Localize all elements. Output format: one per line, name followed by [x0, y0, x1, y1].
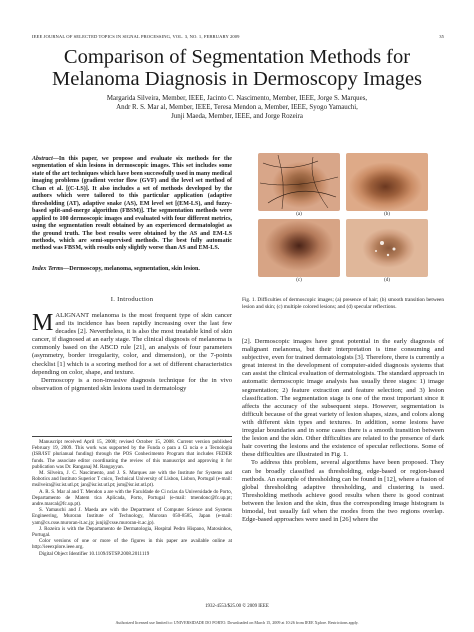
copyright-notice: 1932-4553/$25.00 © 2009 IEEE — [205, 604, 269, 609]
footnote: Color versions of one or more of the figures in this paper are available online at http://ieeexplore.ieee.org. — [32, 538, 232, 551]
index-terms-label: Index Terms— — [32, 266, 70, 272]
right-column-body — [242, 338, 444, 524]
index-terms — [32, 266, 232, 273]
abstract-text: In this paper, we propose and evaluate six methods for the segmentation of skin lesions in dermoscopic images. This set includes some state of the art techniques which have been successfully used in many medical imaging problems (gradient vector flow (GVF) and the level set method of Chan et al. [(C-LS)]. It also includes a set of methods developed by the authors which were tailored to this particular application (adaptive thresholding (AT), adaptive snake (AS), EM level set [(EM-LS), and fuzzy-based split-and-merge algorithm (FBSM)]. The segmentation methods were applied to 100 dermoscopic images and evaluated with four different metrics, using the segmentation result obtained by an experienced dermatologist as the ground truth. The best results were obtained by the AS and EM-LS methods, which are semi-supervised methods. The best fully automatic method was FBSM, with results only slightly worse than AS and EM-LS. — [32, 156, 232, 252]
body-paragraph: To address this problem, several algorithms have been proposed. They can be broadly classified as thresholding, edge-based or region-based methods. An example of thresholding can be found in [12], where a fusion of global thresholding adaptive thresholding, and clustering is used. Thresholding methods achieve good results when there is good contrast between the lesion and the skin, thus the corresponding image histogram is bimodal, but usually fail when the modes from the two regions overlap. Edge-based approaches were used in [26] where the — [242, 459, 444, 524]
figure-label: (d) — [384, 278, 390, 283]
footnote: Manuscript received April 15, 2008; revised October 15, 2008. Current version published February 19, 2009. This work was supported by the Funda o para a Ci ncia e a Tecnologia (ISR/IST plurianual funding) through the POS Conhecimento Program that includes FEDER funds. The associate editor coordinating the review of this manuscript and approving it for publication was Dr. Ranganaj M. Rangayyan. — [32, 439, 232, 470]
footnote: J. Rozeira is with the Departamento de Dermatologia, Hospital Pedro Hispano, Matosinhos, Portugal. — [32, 525, 232, 539]
hair-strokes — [258, 153, 340, 211]
dermoscopy-image-smooth — [346, 153, 428, 211]
figure-label: (a) — [296, 212, 302, 217]
dermoscopy-image-hair — [258, 153, 340, 211]
license-notice: Authorized licensed use limited to: UNIVERSIDADE DO PORTO. Downloaded on March 15, 2009 at 10:26 from IEEE Xplore. Restrictions apply. — [115, 620, 359, 625]
section-heading: I. Introduction — [110, 296, 154, 303]
figure-1 — [256, 153, 434, 283]
abstract-label: Abstract— — [32, 156, 59, 162]
figure-caption: Fig. 1. Difficulties of dermoscopic images; (a) presence of hair; (b) smooth transition between lesion and skin; (c) multiple colored lesions; and (d) specular reflections. — [242, 297, 444, 310]
paper-title: Comparison of Segmentation Methods for Melanoma Diagnosis in Dermoscopy Images — [51, 46, 423, 90]
figure-label: (b) — [384, 212, 390, 217]
page-number: 35 — [439, 34, 444, 39]
index-terms-text: Dermoscopy, melanoma, segmentation, skin lesion. — [69, 266, 200, 272]
author-list — [40, 94, 434, 122]
author-line: Margarida Silveira, Member, IEEE, Jacinto C. Nascimento, Member, IEEE, Jorge S. Marques, — [106, 95, 368, 102]
author-line: Junji Maeda, Member, IEEE, and Jorge Rozeira — [171, 113, 303, 121]
footnote: A. R. S. Mar al and T. Mendon a are with the Faculdade de Ci ncias da Universidade do Porto, Departamento de Matem tica Aplicada, Porto, Portugal (e-mail: tmendonc@fc.up.pt; andre.marcal@fc.up.pt). — [32, 488, 232, 508]
footnote: S. Yamauchi and J. Maeda are with the Department of Computer Science and Systems Engineering, Muroran Institute of Technology, Muroran 050-8585, Japan (e-mail: yam@cs.csse.muroran-it.ac.jp; junji@csse.muroran-it.ac.jp). — [32, 507, 232, 526]
intro-paragraph: Dermoscopy is a non-invasive diagnosis technique for the in vivo observation of pigmented skin lesions used in dermatology — [32, 376, 232, 392]
footnote: M. Silveira, J. C. Nascimento, and J. S. Marques are with the Institute for Systems and Robotics and Instituto Superior T cnico, Technical University of Lisbon, Lisbon, Portugal (e-mail: msilveira@isr.ist.utl.pt; jan@isr.ist.utl.pt; jsm@isr.ist.utl.pt). — [32, 470, 232, 489]
footnotes — [32, 436, 232, 557]
abstract — [32, 156, 232, 253]
dermoscopy-image-multicolor — [258, 219, 340, 277]
intro-paragraph: ALIGNANT melanoma is the most frequent type of skin cancer and its incidence has been rapidly increasing over the last few decades [2]. Nevertheless, it is also the most treatable kind of skin cancer, if diagnosed at an early stage. The clinical diagnosis of melanoma is commonly based on the ABCD rule [21], an analysis of four parameters (asymmetry, border irregularity, color, and dimension), or the 7-points checklist [1] which is a scoring method for a set of different characteristics depending on color, shape, and texture. — [32, 312, 232, 376]
footnote: Digital Object Identifier 10.1109/JSTSP.2008.2011119 — [39, 550, 150, 557]
figure-label: (c) — [296, 278, 302, 283]
journal-name: IEEE JOURNAL OF SELECTED TOPICS IN SIGNAL PROCESSING, VOL. 3, NO. 1, FEBRUARY 2009 — [32, 34, 240, 39]
running-head — [32, 34, 444, 39]
author-line: Andr R. S. Mar al, Member, IEEE, Teresa Mendon a, Member, IEEE, Syogo Yamauchi, — [116, 104, 358, 112]
dropcap: M — [32, 310, 54, 336]
specular-spots — [346, 219, 428, 277]
introduction — [32, 312, 232, 393]
dermoscopy-image-reflection — [346, 219, 428, 277]
body-paragraph: [2]. Dermoscopic images have great potential in the early diagnosis of malignant melanoma, but their interpretation is time consuming and subjective, even for trained dermatologists [3]. Therefore, there is currently a great interest in the development of computer-aided diagnosis systems that can assist the clinical evaluation of dermatologists. The standard approach in automatic dermoscopic image analysis has usually three stages: 1) image segmentation; 2) feature extraction and feature selection; and 3) lesion classification. The segmentation stage is one of the most important since it affects the accuracy of the subsequent steps. However, segmentation is difficult because of the great variety of lesion shapes, sizes, and colors along with different skin types and textures. In addition, some lesions have irregular boundaries and in some cases there is a smooth transition between the lesion and the skin. Other difficulties are related to the presence of dark hair covering the lesions and the existence of specular reflections. Some of these difficulties are illustrated in Fig. 1. — [242, 338, 444, 459]
